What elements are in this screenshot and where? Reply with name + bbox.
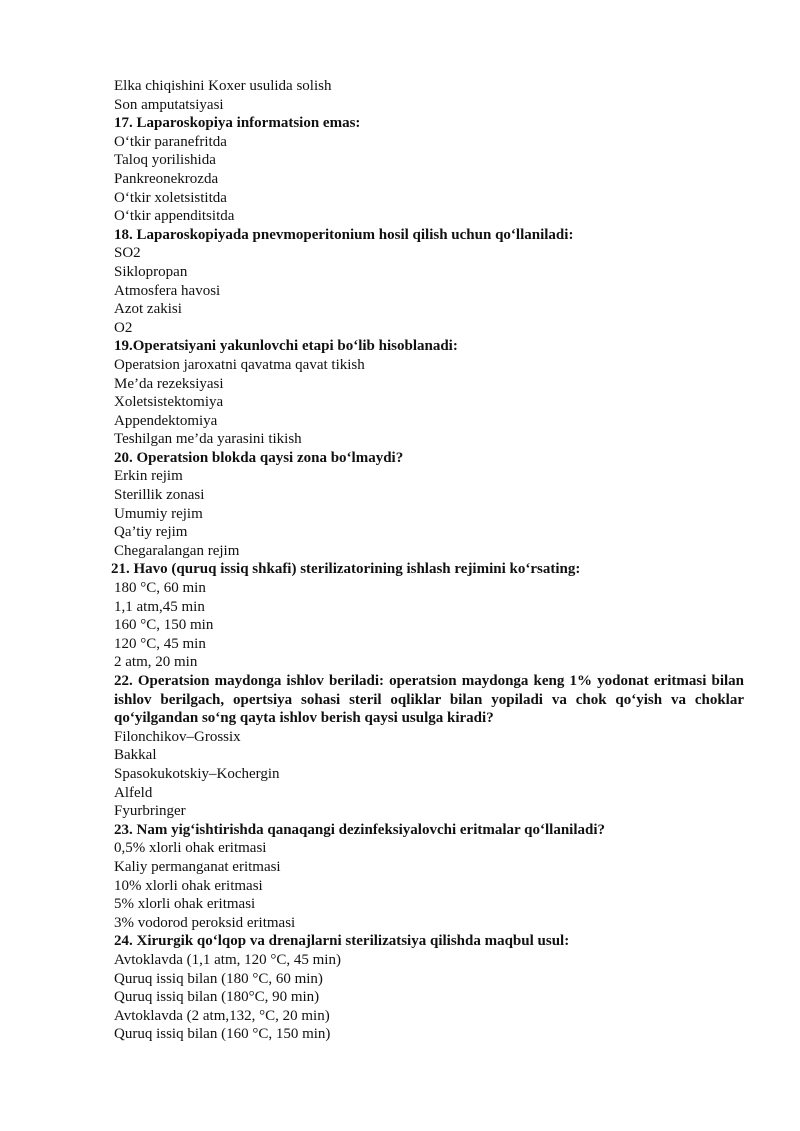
answer-option: SO2	[114, 245, 141, 262]
answer-option: Siklopropan	[114, 263, 188, 280]
answer-option: Kaliy permanganat eritmasi	[114, 858, 281, 875]
answer-option: 2 atm, 20 min	[114, 654, 198, 671]
answer-option: O‘tkir xoletsistitda	[114, 189, 227, 206]
answer-option: Xoletsistektomiya	[114, 394, 224, 411]
answer-option: Spasokukotskiy–Kochergin	[114, 765, 280, 782]
answer-option: Avtoklavda (2 atm,132, °C, 20 min)	[114, 1007, 330, 1024]
answer-option: Operatsion jaroxatni qavatma qavat tikish	[114, 356, 365, 373]
document-content	[111, 77, 744, 1044]
question-22: 22. Operatsion maydonga ishlov beriladi: operatsion maydonga keng 1% yodonat eritmasi bilan ishlov berilgach, opertsiya sohasi steril oqliklar bilan yopiladi va chok qo‘yish va choklar qo‘yilgandan so‘ng qayta ishlov berish qaysi usulga kiradi?	[114, 673, 744, 727]
answer-option: Appendektomiya	[114, 412, 218, 429]
answer-option: O2	[114, 319, 133, 336]
intro-line: Elka chiqishini Koxer usulida solish	[114, 78, 332, 94]
answer-option: Me’da rezeksiyasi	[114, 375, 224, 392]
answer-option: 160 °C, 150 min	[114, 617, 214, 634]
answer-option: 10% xlorli ohak eritmasi	[114, 877, 263, 894]
question-18: 18. Laparoskopiyada pnevmoperitonium hosil qilish uchun qo‘llaniladi:	[114, 226, 574, 243]
answer-option: Quruq issiq bilan (160 °C, 150 min)	[114, 1026, 331, 1043]
answer-option: Sterillik zonasi	[114, 487, 205, 504]
answer-option: Quruq issiq bilan (180 °C, 60 min)	[114, 970, 323, 987]
answer-option: 5% xlorli ohak eritmasi	[114, 896, 256, 913]
answer-option: Pankreonekrozda	[114, 170, 219, 187]
question-20: 20. Operatsion blokda qaysi zona bo‘lmaydi?	[114, 449, 404, 466]
answer-option: Fyurbringer	[114, 803, 186, 820]
answer-option: Filonchikov–Grossix	[114, 728, 241, 745]
answer-option: Atmosfera havosi	[114, 282, 221, 299]
question-24: 24. Xirurgik qo‘lqop va drenajlarni sterilizatsiya qilishda maqbul usul:	[114, 933, 570, 950]
answer-option: Bakkal	[114, 747, 157, 764]
answer-option: Umumiy rejim	[114, 505, 203, 522]
answer-option: O‘tkir appenditsitda	[114, 208, 235, 225]
answer-option: Erkin rejim	[114, 468, 183, 485]
answer-option: 180 °C, 60 min	[114, 580, 206, 597]
question-21: 21. Havo (quruq issiq shkafi) sterilizatorining ishlash rejimini ko‘rsating:	[111, 561, 581, 578]
answer-option: Teshilgan me’da yarasini tikish	[114, 431, 302, 448]
answer-option: 120 °C, 45 min	[114, 635, 206, 652]
answer-option: 0,5% xlorli ohak eritmasi	[114, 840, 267, 857]
answer-option: Taloq yorilishida	[114, 152, 216, 169]
question-23: 23. Nam yig‘ishtirishda qanaqangi dezinfeksiyalovchi eritmalar qo‘llaniladi?	[114, 821, 606, 838]
answer-option: Avtoklavda (1,1 atm, 120 °C, 45 min)	[114, 951, 341, 968]
answer-option: Qa’tiy rejim	[114, 524, 188, 541]
answer-option: Alfeld	[114, 784, 153, 801]
answer-option: Quruq issiq bilan (180°C, 90 min)	[114, 989, 320, 1006]
answer-option: 1,1 atm,45 min	[114, 598, 205, 615]
question-17: 17. Laparoskopiya informatsion emas:	[114, 115, 361, 132]
answer-option: 3% vodorod peroksid eritmasi	[114, 914, 296, 931]
question-19: 19.Operatsiyani yakunlovchi etapi bo‘lib hisoblanadi:	[114, 338, 458, 355]
answer-option: O‘tkir paranefritda	[114, 133, 227, 150]
intro-line: Son amputatsiyasi	[114, 96, 224, 113]
answer-option: Chegaralangan rejim	[114, 542, 240, 559]
answer-option: Azot zakisi	[114, 301, 182, 318]
